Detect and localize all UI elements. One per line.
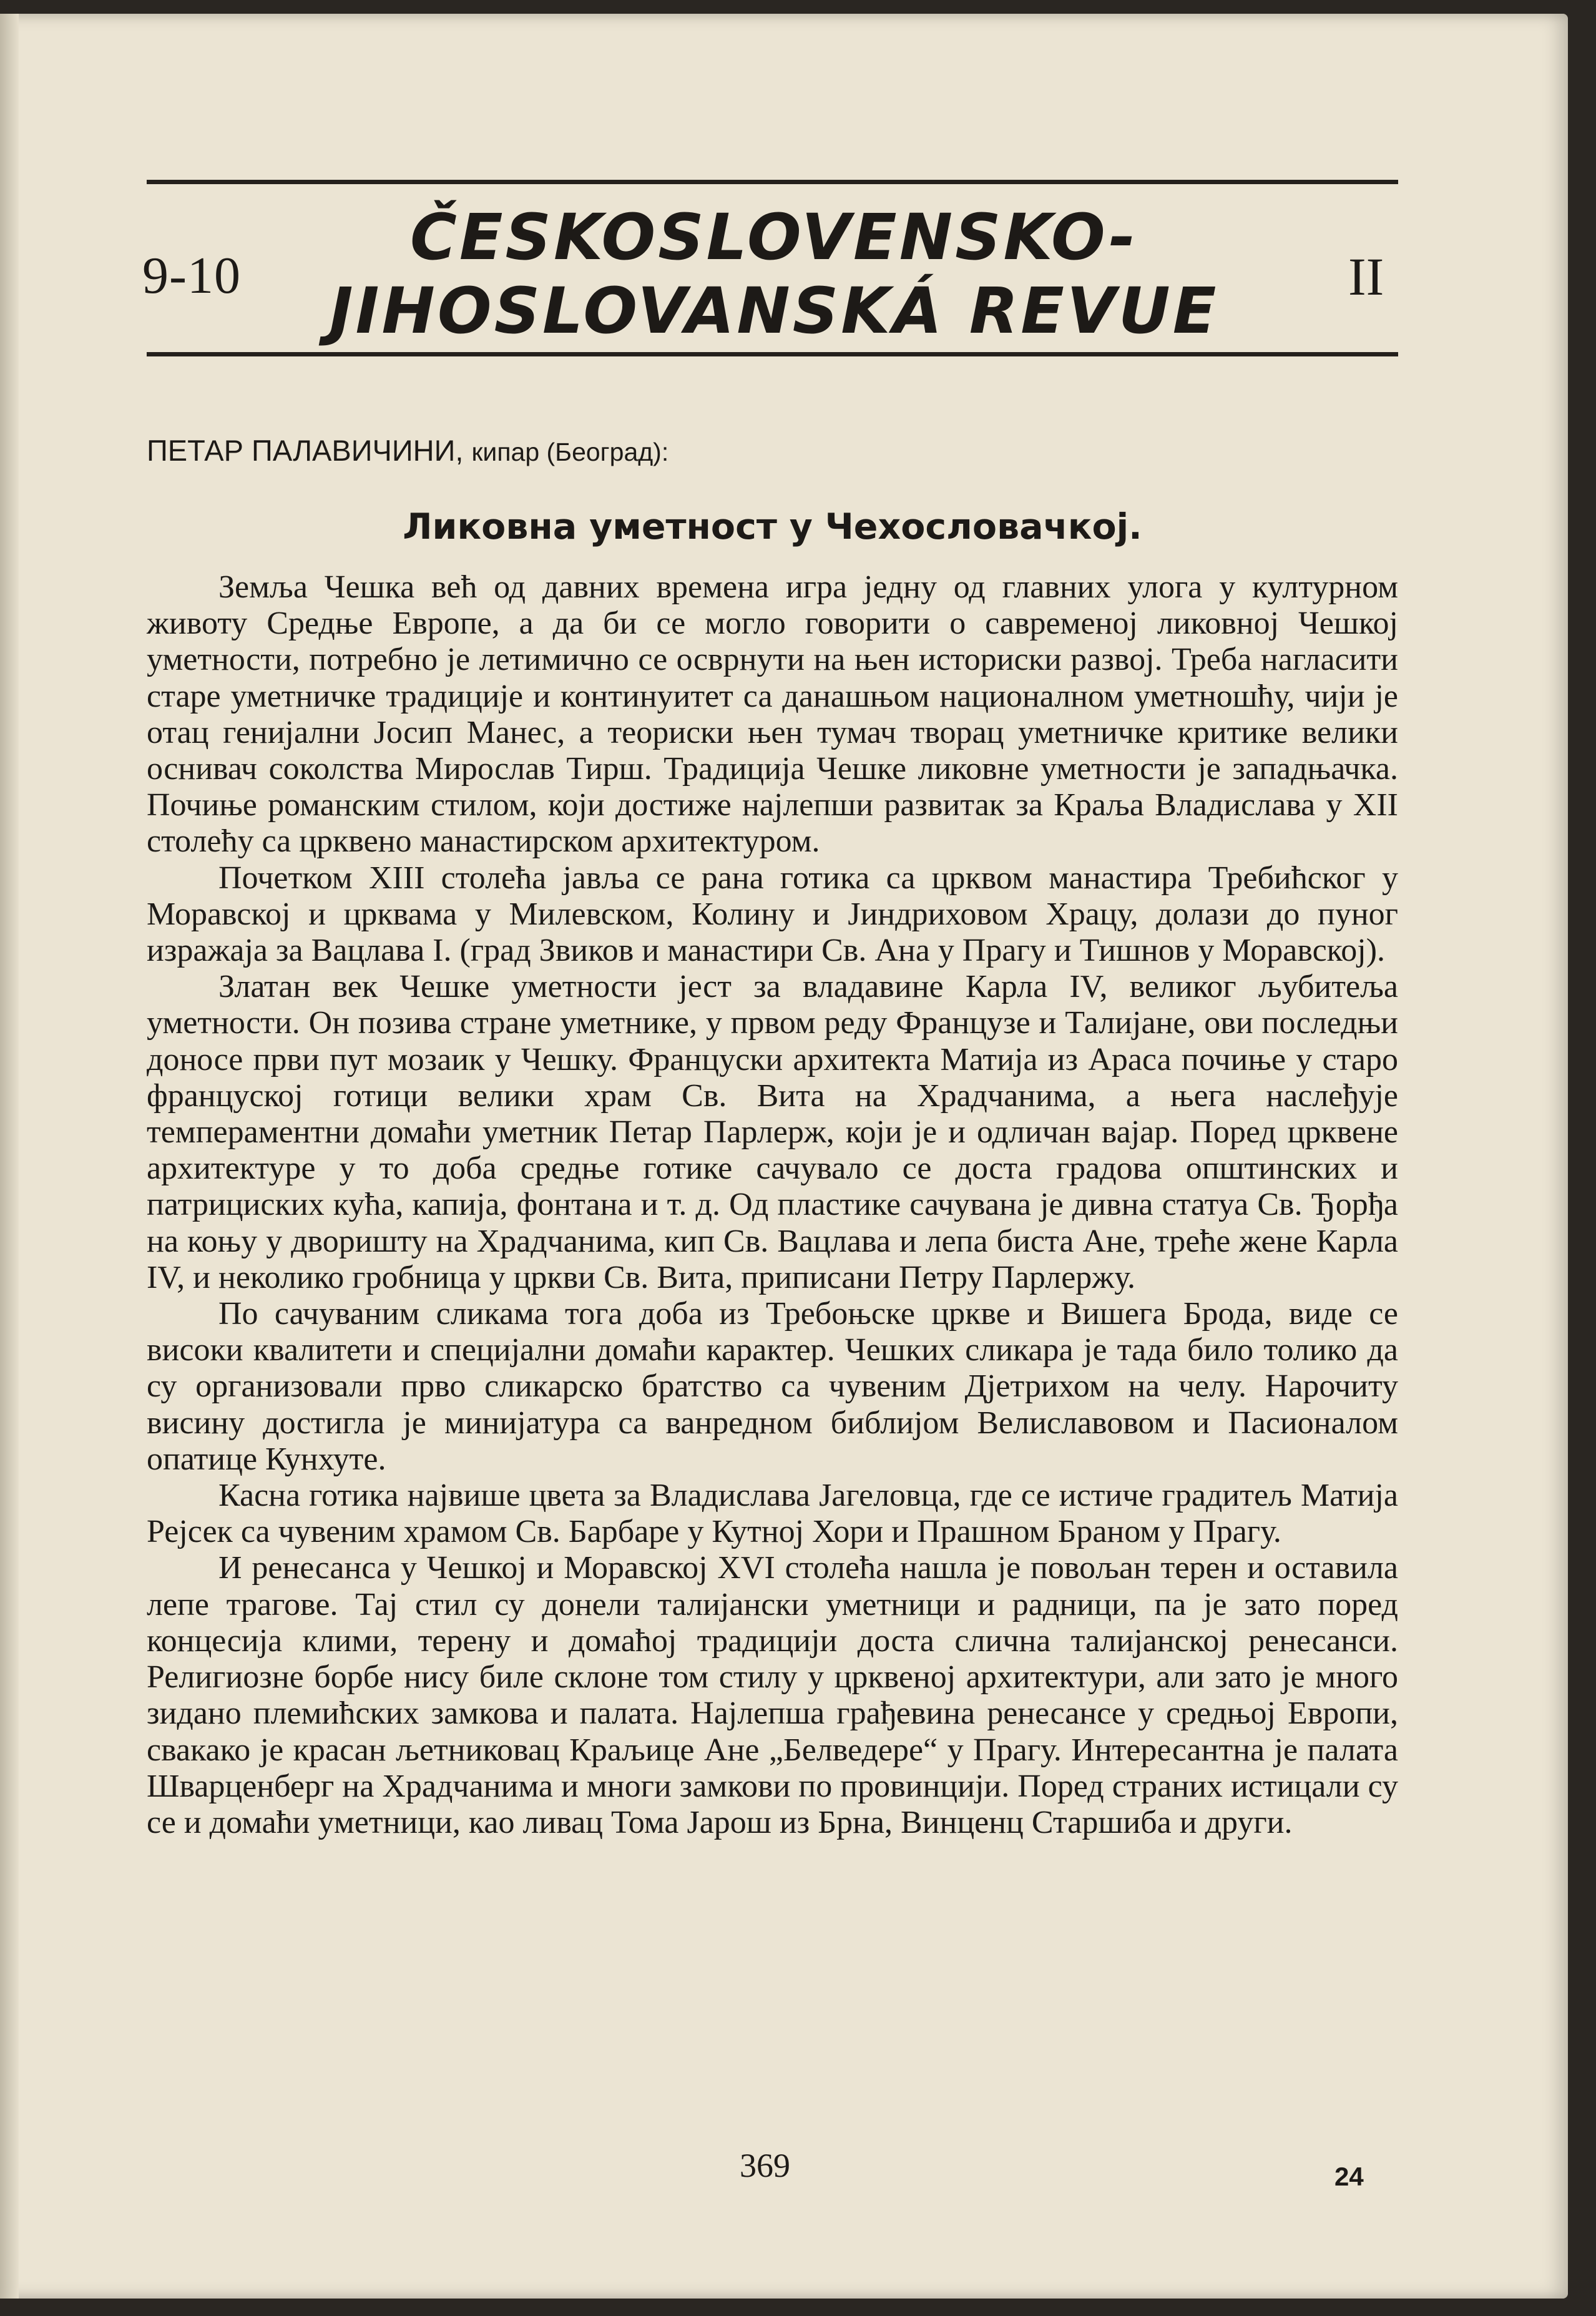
sheet-number: 24 [1334,2162,1364,2191]
masthead-line-2: JIHOSLOVANSKÁ REVUE [329,274,1219,348]
issue-number: 9-10 [142,247,241,305]
volume-number: II [1348,247,1384,307]
paragraph-5: Касна готика највише цвета за Владислава Јагеловца, где се истиче градитељ Матија Рејсек са чувеним храмом Св. Барбаре у Кутној Хори и Прашном Браном у Прагу. [147,1478,1398,1550]
masthead-bottom-rule [147,352,1398,356]
page-number: 369 [740,2147,790,2184]
masthead-top-rule [147,180,1398,184]
journal-page [0,14,1568,2299]
paragraph-6: И ренесанса у Чешкој и Моравској XVI столећа нашла је повољан терен и оставила лепе трагове. Тај стил су донели талијански уметници и радници, па је зато поред концесија клими, терену и домаћој традицији доста слична талијанској ренесанси. Религиозне борбе нису биле склоне том стилу у црквеној архитектури, али зато је много зидано племићских замкова и палата. Најлепша грађевина ренесансе у средњој Европи, свакако је красан љетниковац Краљице Ане „Белведере“ у Прагу. Интересантна је палата Шварценберг на Храдчанима и многи замкови по провинцији. Поред страних истицали су се и домаћи уметници, као ливац Тома Јарош из Брна, Винценц Старшиба и други. [147,1550,1398,1840]
paragraph-4: По сачуваним сликама тога доба из Требоњске цркве и Вишега Брода, виде се високи квалитети и специјални домаћи карактер. Чешких сликара је тада било толико да су организовали прво сликарско братство са чувеним Дјетрихом на челу. Нарочиту висину достигла је минијатура са ванредном библијом Велиславовом и Пасионалом опатице Кунхуте. [147,1296,1398,1477]
paragraph-2: Почетком XIII столећа јавља се рана готика са црквом манастира Требићског у Моравској и црквама у Милевском, Колину и Јиндриховом Храцу, долази до пуног изражаја за Вацлава I. (град Звиков и манастири Св. Ана у Прагу и Тишнов у Моравској). [147,860,1398,969]
paragraph-3: Златан век Чешке уметности јест за владавине Карла IV, великог љубитеља уметности. Он позива стране уметнике, у првом реду Французе и Талијане, ови последњи доносе први пут мозаик у Чешку. Француски архитекта Матија из Араса почиње у старо француској готици велики храм Св. Вита на Храдчанима, а њега наслеђује темпераментни домаћи уметник Петар Парлерж, који је и одличан вајар. Поред црквене архитектуре у то доба средње готике сачувало се доста градова општинских и патрициских кућа, капија, фонтана и т. д. Од пластике сачувана је дивна статуа Св. Ђорђа на коњу у дворишту на Храдчанима, кип Св. Вацлава и лепа биста Ане, треће жене Карла IV, и неколико гробница у цркви Св. Вита, приписани Петру Парлержу. [147,969,1398,1295]
article-author [147,436,668,465]
author-name: ПЕТАР ПАЛАВИЧИНИ, [147,434,464,467]
journal-masthead [250,201,1298,348]
paragraph-1: Земља Чешка већ од давних времена игра једну од главних улога у културном животу Средње Европе, а да би се могло говорити о савременој ликовној Чешкој уметности, потребно је летимично се осврнути на њен историски развој. Треба нагласити старе уметничке традиције и континуитет са данашњом националном уметношћу, чији је отац генијални Јосип Манес, а теориски њен тумач творац уметничке критике велики оснивач соколства Мирослав Тирш. Традиција Чешке ликовне уметности је западњачка. Почиње романским стилом, који достиже најлепши развитак за Краља Владислава у XII столећу са црквено манастирском архитектуром. [147,569,1398,860]
page-spine-shadow [0,14,19,2299]
author-role: кипар (Београд): [471,438,669,466]
article-title: Ликовна уметност у Чехословачкој. [403,506,1142,547]
masthead-line-1: ČESKOSLOVENSKO- [409,200,1138,275]
article-body [147,569,1398,1841]
